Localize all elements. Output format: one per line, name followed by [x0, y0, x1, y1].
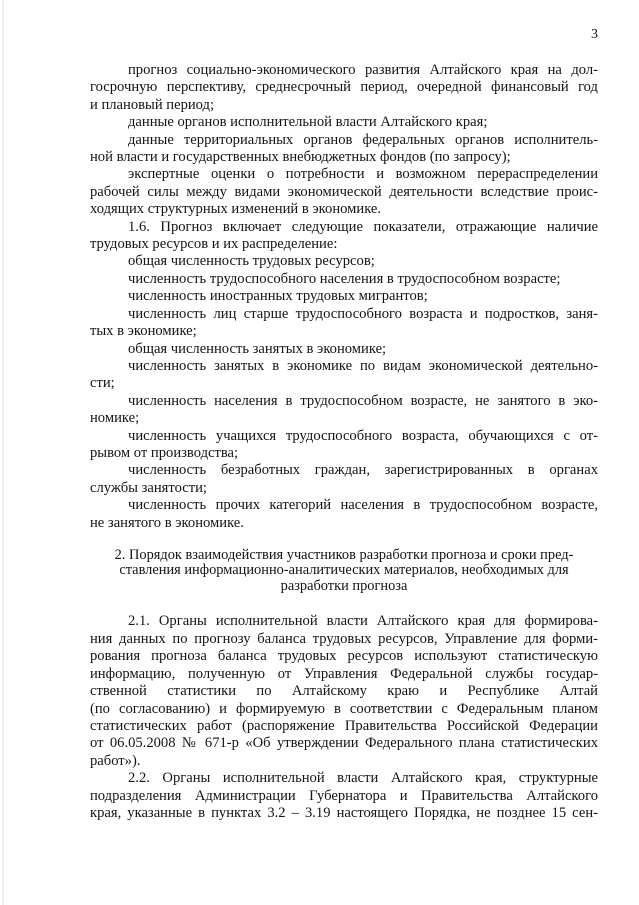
text-line: численность населения в трудоспособном возрасте, не занятого в эко- — [128, 392, 598, 409]
list-item — [90, 271, 598, 288]
list-item — [90, 358, 598, 393]
text-line: сти; — [90, 375, 115, 392]
section-heading — [90, 548, 598, 595]
text-line: рования прогноза баланса трудовых ресурсов используют статистическую — [90, 648, 598, 665]
text-line: экспертные оценки о потребности и возможном перераспределении — [128, 166, 598, 183]
text-line: общая численность трудовых ресурсов; — [128, 253, 375, 270]
heading-line: ставления информационно-аналитических материалов, необходимых для — [119, 562, 569, 579]
text-line: рабочей силы между видами экономической деятельности вследствие проис- — [90, 183, 598, 200]
text-line: численность лиц старше трудоспособного возраста и подростков, заня- — [128, 305, 598, 322]
paragraph-expert-estimates — [90, 166, 598, 218]
text-line: не занятого в экономике. — [90, 514, 244, 531]
text-line: подразделения Администрации Губернатора и Правительства Алтайского — [90, 787, 598, 804]
list-item — [90, 288, 598, 305]
text-line: ходящих структурных изменений в экономике. — [90, 201, 382, 218]
text-line: и плановый период; — [90, 96, 215, 113]
paragraph-2-2 — [90, 770, 598, 822]
list-item — [90, 428, 598, 463]
text-line: 2.1. Органы исполнительной власти Алтайского края для формирова- — [128, 613, 598, 630]
text-line: информацию, полученную от Управления Федеральной службы государ- — [90, 665, 598, 682]
text-line: госрочную перспективу, среднесрочный период, очередной финансовый год — [90, 79, 598, 96]
list-item — [90, 253, 598, 270]
text-line: численность трудоспособного населения в трудоспособном возрасте; — [128, 270, 561, 287]
text-line: данные территориальных органов федеральных органов исполнитель- — [128, 131, 598, 148]
text-line: края, указанные в пунктах 3.2 – 3.19 настоящего Порядка, не позднее 15 сен- — [90, 804, 598, 821]
heading-line: разработки прогноза — [280, 577, 408, 594]
text-line: ния данных по прогнозу баланса трудовых ресурсов, Управление для форми- — [90, 630, 598, 647]
paragraph-executive-data — [90, 114, 598, 131]
list-item — [90, 462, 598, 497]
text-line: тых в экономике; — [90, 323, 197, 340]
text-line: ной власти и государственных внебюджетных фондов (по запросу); — [90, 149, 511, 166]
list-item — [90, 341, 598, 358]
text-line: численность безработных граждан, зарегистрированных в органах — [128, 462, 598, 479]
text-line: численность иностранных трудовых мигрантов; — [128, 288, 428, 305]
text-line: данные органов исполнительной власти Алтайского края; — [128, 114, 488, 131]
list-item — [90, 306, 598, 341]
text-line: статистических работ (распоряжение Правительства Российской Федерации — [90, 717, 598, 734]
text-line: работ»). — [90, 752, 141, 769]
paragraph-forecast-source — [90, 62, 598, 114]
paragraph-territorial-data — [90, 132, 598, 167]
text-line: номике; — [90, 410, 140, 427]
text-line: численность занятых в экономике по видам экономической деятельно- — [128, 357, 598, 374]
text-line: численность учащихся трудоспособного возраста, обучающихся с от- — [128, 427, 598, 444]
scan-edge — [2, 0, 4, 905]
page-number: 3 — [591, 27, 598, 42]
text-line: ственной статистики по Алтайскому краю и Республике Алтай — [90, 683, 598, 700]
text-line: численность прочих категорий населения в трудоспособном возрасте, — [128, 497, 598, 514]
heading-line: 2. Порядок взаимодействия участников разработки прогноза и сроки пред- — [114, 546, 574, 563]
document-body — [90, 62, 598, 822]
text-line: 2.2. Органы исполнительной власти Алтайского края, структурные — [128, 770, 598, 787]
text-line: прогноз социально-экономического развития Алтайского края на дол- — [128, 62, 598, 78]
text-line: трудовых ресурсов и их распределение: — [90, 236, 338, 253]
text-line: службы занятости; — [90, 479, 207, 496]
list-item — [90, 497, 598, 532]
paragraph-1-6 — [90, 219, 598, 254]
list-item — [90, 393, 598, 428]
text-line: рывом от производства; — [90, 444, 239, 461]
text-line: 1.6. Прогноз включает следующие показатели, отражающие наличие — [128, 218, 598, 235]
text-line: общая численность занятых в экономике; — [128, 340, 387, 357]
text-line: от 06.05.2008 № 671-р «Об утверждении Федерального плана статистических — [90, 735, 598, 752]
paragraph-2-1 — [90, 613, 598, 770]
text-line: (по согласованию) и формируемую в соответствии с Федеральным планом — [90, 700, 598, 717]
